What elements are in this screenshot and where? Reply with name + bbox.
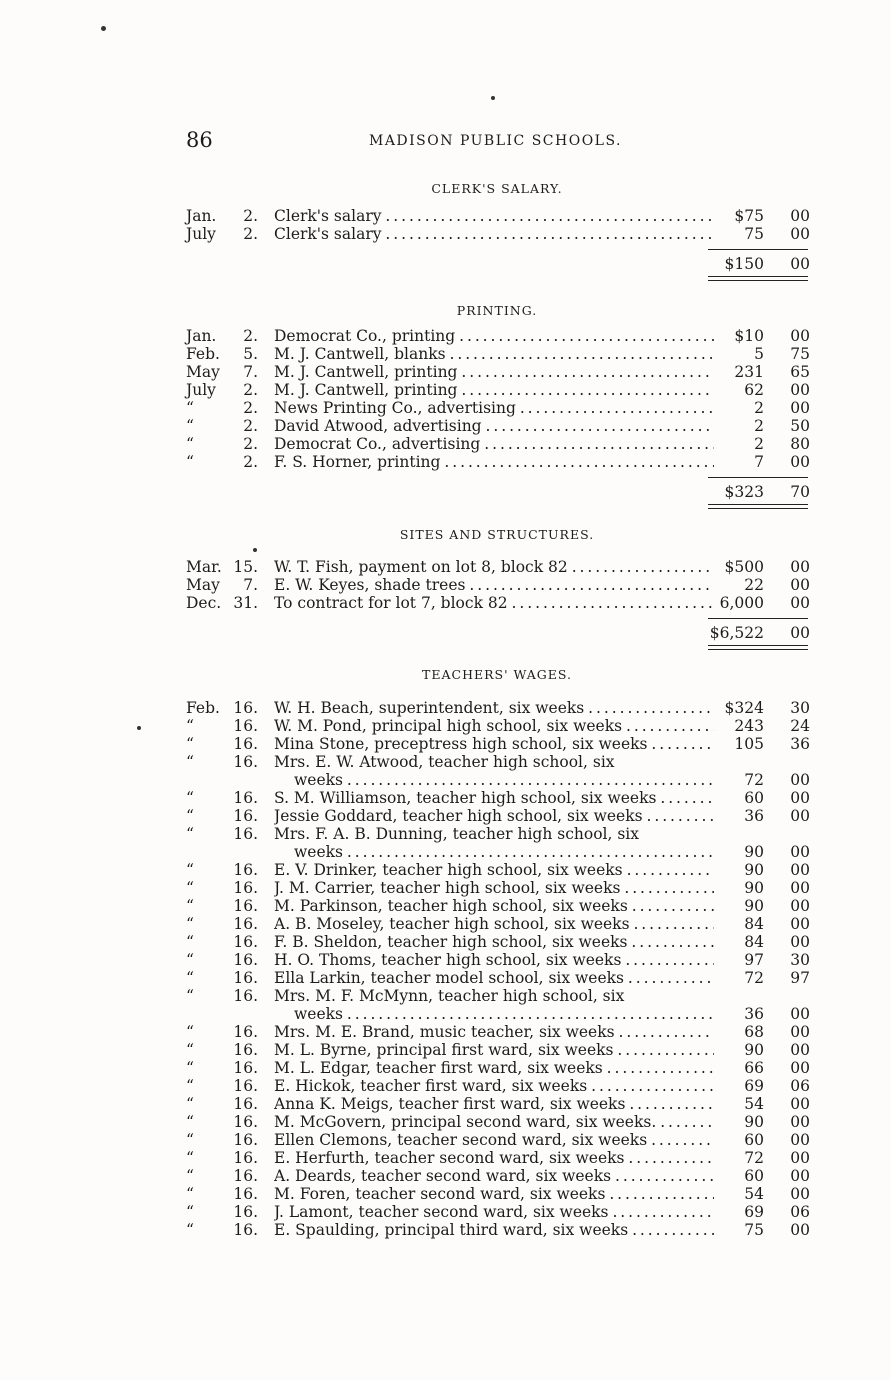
entry-description: W. T. Fish, payment on lot 8, block 82 . . . [274,558,714,576]
entry-description: E. Spaulding, principal third ward, six weeks . . . [274,1221,714,1239]
ledger-row [186,897,810,915]
entry-dollars: 68 [744,1023,764,1041]
entry-cents: 00 [790,1149,810,1167]
entry-day: 16. [233,1149,258,1167]
entry-cents: 00 [790,225,810,243]
entry-cents: 00 [790,1095,810,1113]
entry-month: “ [186,1131,194,1149]
sum-rule [708,477,808,478]
ledger-row [186,558,810,576]
entry-dollars: 62 [744,381,764,399]
double-rule [708,276,808,281]
ledger-row [186,1059,810,1077]
entry-cents: 06 [790,1203,810,1221]
ledger-row [186,753,810,771]
entry-day: 2. [243,453,258,471]
ledger-row [186,1203,810,1221]
double-rule [708,645,808,650]
entry-day: 16. [233,1041,258,1059]
entry-month: Dec. [186,594,222,612]
entry-description: M. Foren, teacher second ward, six weeks . . . [274,1185,714,1203]
entry-cents: 30 [790,951,810,969]
entry-description: Mrs. M. E. Brand, music teacher, six weeks . . . [274,1023,714,1041]
entry-day: 16. [233,969,258,987]
entry-dollars: 84 [744,933,764,951]
ledger-row [186,327,810,345]
entry-month: “ [186,399,194,417]
entry-cents: 00 [790,1059,810,1077]
ink-speck [101,26,106,31]
entry-description: Mrs. M. F. McMynn, teacher high school, six [274,987,625,1005]
ledger-row [186,735,810,753]
entry-day: 16. [233,861,258,879]
ledger-row [186,363,810,381]
entry-description: S. M. Williamson, teacher high school, six weeks . . . [274,789,714,807]
entry-description: Ellen Clemons, teacher second ward, six weeks . . . [274,1131,714,1149]
ledger-row-continuation [186,1005,810,1023]
entry-dollars: 72 [744,969,764,987]
section-total [708,624,810,642]
entry-month: “ [186,753,194,771]
entry-month: “ [186,861,194,879]
entry-day: 16. [233,807,258,825]
entry-dollars: 105 [734,735,764,753]
entry-description: W. H. Beach, superintendent, six weeks . . . [274,699,714,717]
entry-description: Mrs. F. A. B. Dunning, teacher high school, six [274,825,639,843]
ledger-row [186,789,810,807]
ledger-row [186,453,810,471]
entry-description: E. V. Drinker, teacher high school, six weeks . . . [274,861,714,879]
ledger-row [186,1149,810,1167]
entry-month: “ [186,789,194,807]
entry-description: M. Parkinson, teacher high school, six weeks . . . [274,897,714,915]
entry-month: Mar. [186,558,222,576]
entry-description: Clerk's salary . . . [274,207,714,225]
entry-dollars: 231 [734,363,764,381]
entry-month: “ [186,915,194,933]
entry-description: M. L. Edgar, teacher first ward, six weeks . . . [274,1059,714,1077]
entry-description: Mina Stone, preceptress high school, six weeks . . . [274,735,714,753]
ledger-row [186,861,810,879]
entry-day: 16. [233,987,258,1005]
entry-month: “ [186,1203,194,1221]
entry-cents: 00 [790,558,810,576]
entry-month: “ [186,717,194,735]
entry-dollars: 36 [744,807,764,825]
entry-dollars: 6,000 [719,594,764,612]
entry-month: “ [186,435,194,453]
entry-dollars: 5 [754,345,764,363]
ledger-row [186,225,810,243]
ledger-row [186,1221,810,1239]
ledger-row [186,717,810,735]
entry-day: 7. [243,576,258,594]
entry-description: J. M. Carrier, teacher high school, six weeks . . . [274,879,714,897]
entry-month: “ [186,453,194,471]
entry-description: Democrat Co., advertising . . . [274,435,714,453]
entry-month: “ [186,735,194,753]
ledger-row [186,594,810,612]
ledger-row [186,207,810,225]
entry-description: F. B. Sheldon, teacher high school, six weeks . . . [274,933,714,951]
entry-cents: 00 [790,381,810,399]
entry-description: M. J. Cantwell, blanks . . . [274,345,714,363]
entry-cents: 97 [790,969,810,987]
entry-dollars: 2 [754,435,764,453]
ledger-row [186,1041,810,1059]
entry-cents: 00 [790,207,810,225]
entry-day: 16. [233,1095,258,1113]
entry-month: “ [186,1077,194,1095]
entry-day: 16. [233,825,258,843]
entry-month: “ [186,825,194,843]
entry-description: M. L. Byrne, principal first ward, six weeks . . . [274,1041,714,1059]
entry-month: “ [186,1185,194,1203]
entry-month: July [186,225,216,243]
entry-day: 31. [233,594,258,612]
entry-dollars: $75 [734,207,764,225]
entry-description: Anna K. Meigs, teacher first ward, six weeks . . . [274,1095,714,1113]
entry-dollars: 243 [734,717,764,735]
entry-cents: 00 [790,897,810,915]
entry-month: “ [186,987,194,1005]
entry-cents: 00 [790,861,810,879]
ledger-row [186,807,810,825]
entry-description: M. J. Cantwell, printing . . . [274,363,714,381]
total-cents: 00 [790,255,810,273]
entry-day: 16. [233,1113,258,1131]
entry-day: 16. [233,897,258,915]
ledger-row [186,933,810,951]
ledger-row [186,1023,810,1041]
ledger-row [186,1185,810,1203]
ledger-row [186,987,810,1005]
total-cents: 70 [790,483,810,501]
entry-month: Jan. [186,207,217,225]
entry-day: 16. [233,789,258,807]
entry-description: E. Hickok, teacher first ward, six weeks . . . [274,1077,714,1095]
entry-cents: 00 [790,843,810,861]
entry-cents: 00 [790,1005,810,1023]
entry-dollars: 90 [744,897,764,915]
entry-month: “ [186,1095,194,1113]
entry-description: F. S. Horner, printing . . . [274,453,714,471]
entry-cents: 00 [790,807,810,825]
entry-cents: 00 [790,453,810,471]
entry-description-continued: weeks . . . [294,771,714,789]
entry-dollars: 90 [744,1113,764,1131]
entry-description: Democrat Co., printing . . . [274,327,714,345]
entry-description: Clerk's salary . . . [274,225,714,243]
ledger-row-continuation [186,771,810,789]
section-title: PRINTING. [456,303,538,318]
entry-dollars: 84 [744,915,764,933]
total-dollars: $150 [724,255,764,273]
entry-day: 5. [243,345,258,363]
entry-month: “ [186,1149,194,1167]
entry-dollars: 90 [744,879,764,897]
entry-month: “ [186,1221,194,1239]
entry-description-continued: weeks . . . [294,1005,714,1023]
entry-cents: 80 [790,435,810,453]
entry-day: 16. [233,735,258,753]
entry-cents: 00 [790,915,810,933]
entry-day: 2. [243,327,258,345]
entry-month: Feb. [186,345,220,363]
entry-description: A. Deards, teacher second ward, six weeks . . . [274,1167,714,1185]
entry-cents: 36 [790,735,810,753]
page-number: 86 [186,128,213,152]
ledger-row [186,1131,810,1149]
entry-dollars: 69 [744,1203,764,1221]
entry-cents: 50 [790,417,810,435]
section-total [708,483,810,501]
entry-day: 16. [233,1203,258,1221]
entry-day: 2. [243,381,258,399]
entry-month: “ [186,1167,194,1185]
entry-description: H. O. Thoms, teacher high school, six weeks . . . [274,951,714,969]
entry-cents: 00 [790,1185,810,1203]
entry-description: M. J. Cantwell, printing . . . [274,381,714,399]
entry-day: 16. [233,1185,258,1203]
entry-day: 16. [233,1131,258,1149]
entry-month: “ [186,879,194,897]
ledger-row [186,1167,810,1185]
entry-dollars: 66 [744,1059,764,1077]
entry-description: News Printing Co., advertising . . . [274,399,714,417]
entry-description: E. W. Keyes, shade trees . . . [274,576,714,594]
entry-dollars: $10 [734,327,764,345]
entry-dollars: $324 [724,699,764,717]
entry-day: 16. [233,699,258,717]
entry-day: 2. [243,207,258,225]
sum-rule [708,618,808,619]
entry-day: 16. [233,951,258,969]
entry-dollars: 54 [744,1095,764,1113]
ledger-row [186,417,810,435]
entry-dollars: 60 [744,1167,764,1185]
entry-dollars: 90 [744,843,764,861]
entry-cents: 00 [790,1131,810,1149]
entry-description: J. Lamont, teacher second ward, six weeks . . . [274,1203,714,1221]
entry-dollars: 7 [754,453,764,471]
entry-month: “ [186,417,194,435]
entry-month: “ [186,951,194,969]
ledger-row [186,435,810,453]
ledger-row [186,699,810,717]
total-cents: 00 [790,624,810,642]
entry-cents: 00 [790,594,810,612]
entry-day: 16. [233,1221,258,1239]
entry-month: May [186,363,220,381]
entry-cents: 00 [790,1041,810,1059]
entry-month: “ [186,933,194,951]
ledger-row [186,879,810,897]
ledger-row [186,825,810,843]
running-title: MADISON PUBLIC SCHOOLS. [368,133,623,149]
entry-day: 2. [243,225,258,243]
entry-cents: 06 [790,1077,810,1095]
ledger-row [186,576,810,594]
entry-description: E. Herfurth, teacher second ward, six weeks . . . [274,1149,714,1167]
ledger-row [186,915,810,933]
entry-cents: 00 [790,789,810,807]
entry-dollars: 90 [744,861,764,879]
entry-day: 16. [233,1167,258,1185]
entry-cents: 00 [790,399,810,417]
sum-rule [708,249,808,250]
ink-speck [137,726,141,730]
double-rule [708,504,808,509]
entry-cents: 00 [790,1113,810,1131]
entry-cents: 00 [790,1221,810,1239]
entry-dollars: 22 [744,576,764,594]
ink-speck [253,548,257,552]
entry-day: 16. [233,933,258,951]
entry-description-continued: weeks . . . [294,843,714,861]
entry-cents: 24 [790,717,810,735]
entry-day: 2. [243,435,258,453]
total-dollars: $323 [724,483,764,501]
entry-dollars: 60 [744,789,764,807]
ledger-row [186,345,810,363]
entry-description: David Atwood, advertising . . . [274,417,714,435]
entry-description: Ella Larkin, teacher model school, six weeks . . . [274,969,714,987]
section-title: TEACHERS' WAGES. [422,667,572,682]
entry-month: July [186,381,216,399]
section-title: SITES AND STRUCTURES. [399,527,595,542]
entry-dollars: 54 [744,1185,764,1203]
entry-dollars: 72 [744,1149,764,1167]
entry-description: Mrs. E. W. Atwood, teacher high school, six [274,753,615,771]
entry-dollars: 97 [744,951,764,969]
entry-month: “ [186,969,194,987]
entry-dollars: 2 [754,417,764,435]
entry-day: 15. [233,558,258,576]
entry-dollars: 90 [744,1041,764,1059]
entry-day: 16. [233,915,258,933]
entry-description: To contract for lot 7, block 82 . . . [274,594,714,612]
entry-cents: 30 [790,699,810,717]
ink-speck [491,96,495,100]
entry-dollars: $500 [724,558,764,576]
entry-cents: 00 [790,771,810,789]
entry-month: “ [186,1023,194,1041]
entry-cents: 00 [790,1023,810,1041]
entry-day: 16. [233,717,258,735]
entry-dollars: 2 [754,399,764,417]
entry-cents: 75 [790,345,810,363]
entry-day: 16. [233,1023,258,1041]
entry-month: “ [186,1059,194,1077]
entry-dollars: 60 [744,1131,764,1149]
section-title: CLERK'S SALARY. [431,181,563,196]
entry-day: 2. [243,417,258,435]
entry-description: Jessie Goddard, teacher high school, six weeks . . . [274,807,714,825]
ledger-row [186,381,810,399]
entry-description: W. M. Pond, principal high school, six weeks . . . [274,717,714,735]
entry-description: M. McGovern, principal second ward, six weeks. . . . [274,1113,714,1131]
section-total [708,255,810,273]
entry-day: 16. [233,1059,258,1077]
total-dollars: $6,522 [709,624,764,642]
entry-month: “ [186,897,194,915]
entry-dollars: 72 [744,771,764,789]
entry-day: 16. [233,1077,258,1095]
entry-month: Feb. [186,699,220,717]
entry-cents: 00 [790,576,810,594]
entry-dollars: 69 [744,1077,764,1095]
ledger-row [186,1077,810,1095]
entry-day: 7. [243,363,258,381]
entry-dollars: 75 [744,225,764,243]
entry-day: 2. [243,399,258,417]
entry-dollars: 36 [744,1005,764,1023]
entry-month: “ [186,1041,194,1059]
entry-cents: 00 [790,879,810,897]
entry-description: A. B. Moseley, teacher high school, six weeks . . . [274,915,714,933]
entry-cents: 65 [790,363,810,381]
entry-day: 16. [233,879,258,897]
ledger-row-continuation [186,843,810,861]
entry-month: “ [186,1113,194,1131]
entry-month: Jan. [186,327,217,345]
ledger-row [186,969,810,987]
entry-cents: 00 [790,1167,810,1185]
ledger-row [186,1113,810,1131]
ledger-row [186,399,810,417]
ledger-row [186,951,810,969]
entry-day: 16. [233,753,258,771]
entry-month: “ [186,807,194,825]
entry-cents: 00 [790,327,810,345]
entry-month: May [186,576,220,594]
ledger-row [186,1095,810,1113]
entry-dollars: 75 [744,1221,764,1239]
entry-cents: 00 [790,933,810,951]
